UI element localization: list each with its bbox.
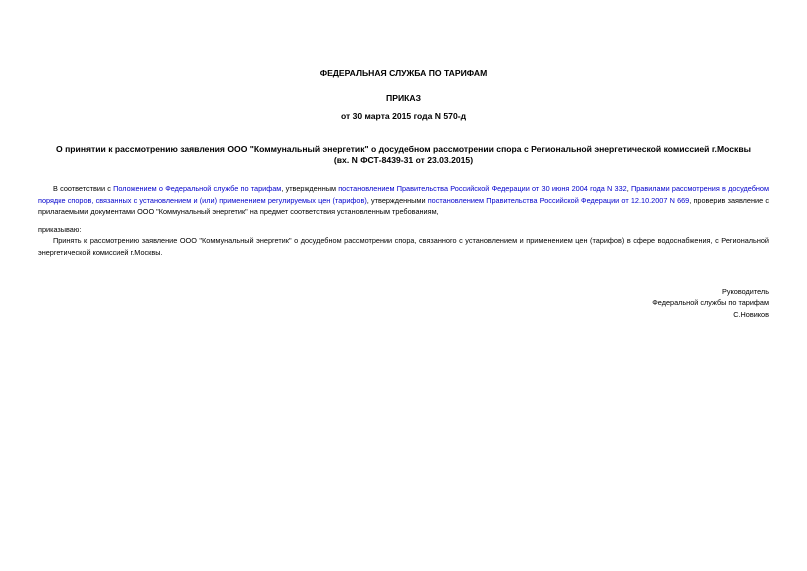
document-date-number: от 30 марта 2015 года N 570-д xyxy=(340,111,467,121)
signature-name: С.Новиков xyxy=(733,309,769,319)
preamble-text-2: , утвержденным xyxy=(281,184,339,193)
order-paragraph: Принять к рассмотрению заявление ООО "Коммунальный энергетик" о досудебном рассмотрении спора, связанного с установлением и применением цен (тарифов) в сфере водоснабжения, с Региональной энергетической комиссией г.Москвы. xyxy=(38,236,769,257)
signature-organization: Федеральной службы по тарифам xyxy=(652,298,769,308)
document-title-line2: (вх. N ФСТ-8439-31 от 23.03.2015) xyxy=(333,155,474,165)
preamble-text-3: , xyxy=(626,184,631,193)
preamble-text-5: , проверив заявление с прилагаемыми документами ООО "Коммунальный энергетик" на предмет соответствия установленным требованиям, xyxy=(38,195,770,216)
organization-heading: ФЕДЕРАЛЬНАЯ СЛУЖБА ПО ТАРИФАМ xyxy=(319,68,488,78)
link-fts-regulation[interactable]: Положением о Федеральной службе по тарифам xyxy=(113,184,282,193)
link-government-decree-669[interactable]: постановлением Правительства Российской Федерации от 12.10.2007 N 669 xyxy=(427,195,690,205)
link-dispute-rules[interactable]: Правилами рассмотрения в досудебном порядке споров, связанных с установлением и (или) применением регулируемых цен (тарифов) xyxy=(38,184,769,205)
order-word: приказываю: xyxy=(38,225,82,234)
document-title-line1: О принятии к рассмотрению заявления ООО "Коммунальный энергетик" о досудебном рассмотрении спора с Региональной энергетической комиссией г.Москвы xyxy=(56,144,751,154)
signature-position: Руководитель xyxy=(721,287,769,296)
preamble-paragraph xyxy=(38,183,769,218)
preamble-text-4: , утвержденными xyxy=(366,195,428,205)
signature-block xyxy=(652,286,769,320)
link-government-decree-332[interactable]: постановлением Правительства Российской Федерации от 30 июня 2004 года N 332 xyxy=(338,184,627,193)
preamble-text-1: В соответствии с xyxy=(53,184,114,193)
document-type-heading: ПРИКАЗ xyxy=(386,93,421,103)
